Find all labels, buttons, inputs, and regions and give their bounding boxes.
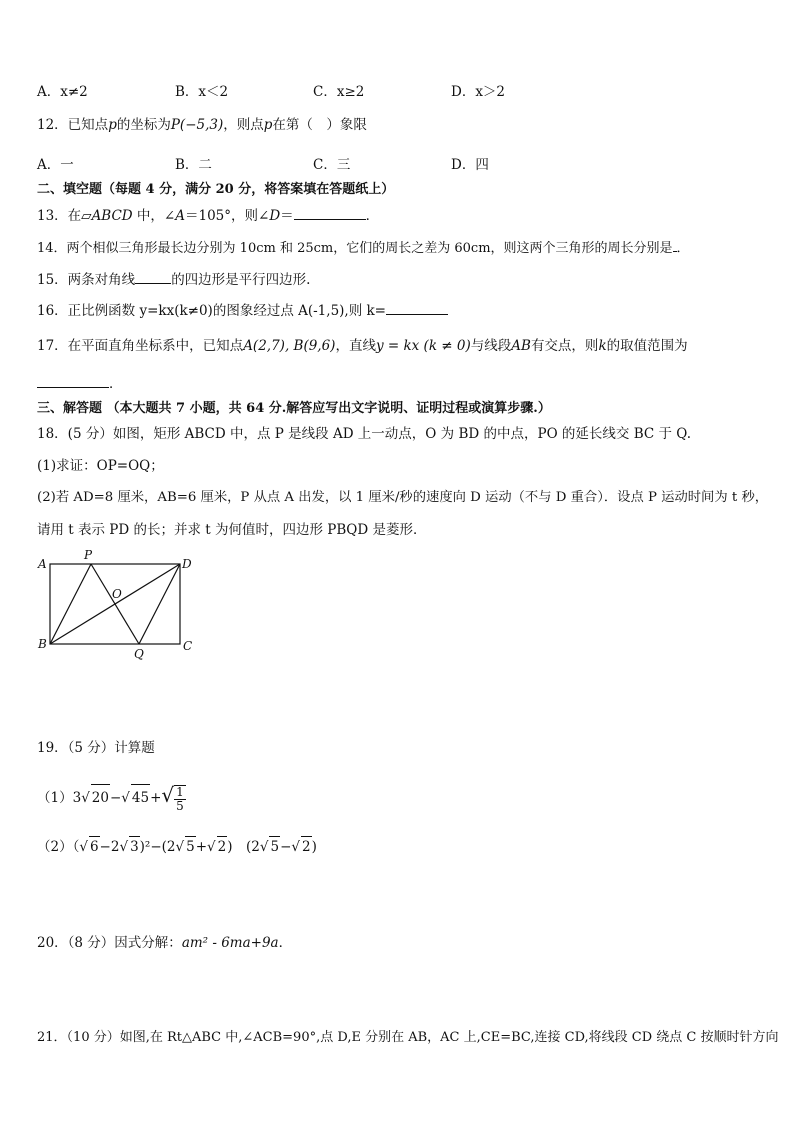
q17-answer-blank bbox=[37, 374, 109, 388]
question-19: 19．（5 分）计算题 bbox=[37, 740, 155, 756]
question-18-line-4: 请用 t 表示 PD 的长；并求 t 为何值时，四边形 PBQD 是菱形． bbox=[37, 522, 427, 538]
question-17-blank-line: ． bbox=[37, 374, 123, 394]
label-p: P bbox=[84, 548, 93, 562]
label-c: C bbox=[183, 639, 193, 653]
q11-option-b: B．x＜2 bbox=[175, 84, 229, 100]
rectangle-figure bbox=[36, 548, 196, 660]
label-b: B bbox=[38, 637, 47, 651]
question-15: 15．两条对角线 的四边形是平行四边形. bbox=[37, 272, 311, 288]
label-a: A bbox=[38, 557, 47, 571]
question-19-part-1: （1）3√ 20−√ 45+√ $\frac{1}{5}$ bbox=[37, 783, 184, 813]
q15-answer-blank bbox=[135, 270, 171, 284]
question-18-part-1: (1)求证：OP=OQ； bbox=[37, 458, 164, 474]
q12-option-c: C．三 bbox=[313, 157, 351, 173]
label-q: Q bbox=[134, 647, 144, 660]
segment-pq bbox=[91, 564, 139, 644]
question-16: 16．正比例函数 y=kx(k≠0)的图象经过点 A(-1,5),则 k= bbox=[37, 301, 448, 321]
q11-option-a: A．x≠2 bbox=[37, 84, 88, 100]
question-14: 14．两个相似三角形最长边分别为 10cm 和 25cm，它们的周长之差为 60cm，则这两个三角形的周长分别是 ． bbox=[37, 238, 690, 259]
question-18-line-1: 18．(5 分）如图，矩形 ABCD 中，点 P 是线段 AD 上一动点，O 为 BD 的中点，PO 的延长线交 BC 于 Q. bbox=[37, 426, 691, 442]
question-21: 21．（10 分）如图,在 Rt△ABC 中,∠ACB=90°,点 D,E 分别在 AB，AC 上,CE=BC,连接 CD,将线段 CD 绕点 C 按顺时针方向 bbox=[37, 1030, 779, 1045]
q12-option-d: D．四 bbox=[451, 157, 489, 173]
question-20: 20．（8 分）因式分解：am² - 6ma+9a． bbox=[37, 935, 293, 951]
label-o: O bbox=[112, 587, 122, 601]
q11-option-d: D．x＞2 bbox=[451, 84, 506, 100]
q13-answer-blank bbox=[294, 206, 366, 220]
question-12: 12．已知点p的坐标为P(−5,3)，则点p在第（ ）象限 bbox=[37, 117, 367, 133]
q12-option-b: B．二 bbox=[175, 157, 212, 173]
q11-option-c: C．x≥2 bbox=[313, 84, 365, 100]
question-17: 17．在平面直角坐标系中，已知点A(2,7), B(9,6)，直线y = kx (k ≠ 0)与线段AB有交点，则k的取值范围为 bbox=[37, 338, 688, 354]
question-19-part-2: （2）（√ 6−2√ 3)²−(2√ 5+√ 2) (2√ 5−√ 2) bbox=[37, 836, 317, 857]
section-3-heading: 三、解答题 （本大题共 7 小题，共 64 分.解答应写出文字说明、证明过程或演算步骤.） bbox=[37, 401, 551, 416]
q12-option-a: A．一 bbox=[37, 157, 74, 173]
question-13: 13．在▱ABCD 中，∠A＝105°，则∠D＝ ． bbox=[37, 208, 380, 224]
question-18-part-2: (2)若 AD=8 厘米，AB=6 厘米，P 从点 A 出发，以 1 厘米/秒的速度向 D 运动（不与 D 重合）．设点 P 运动时间为 t 秒， bbox=[37, 490, 769, 505]
q16-answer-blank bbox=[386, 301, 448, 315]
section-2-heading: 二、填空题（每题 4 分，满分 20 分，将答案填在答题纸上） bbox=[37, 182, 395, 197]
label-d: D bbox=[182, 557, 192, 571]
